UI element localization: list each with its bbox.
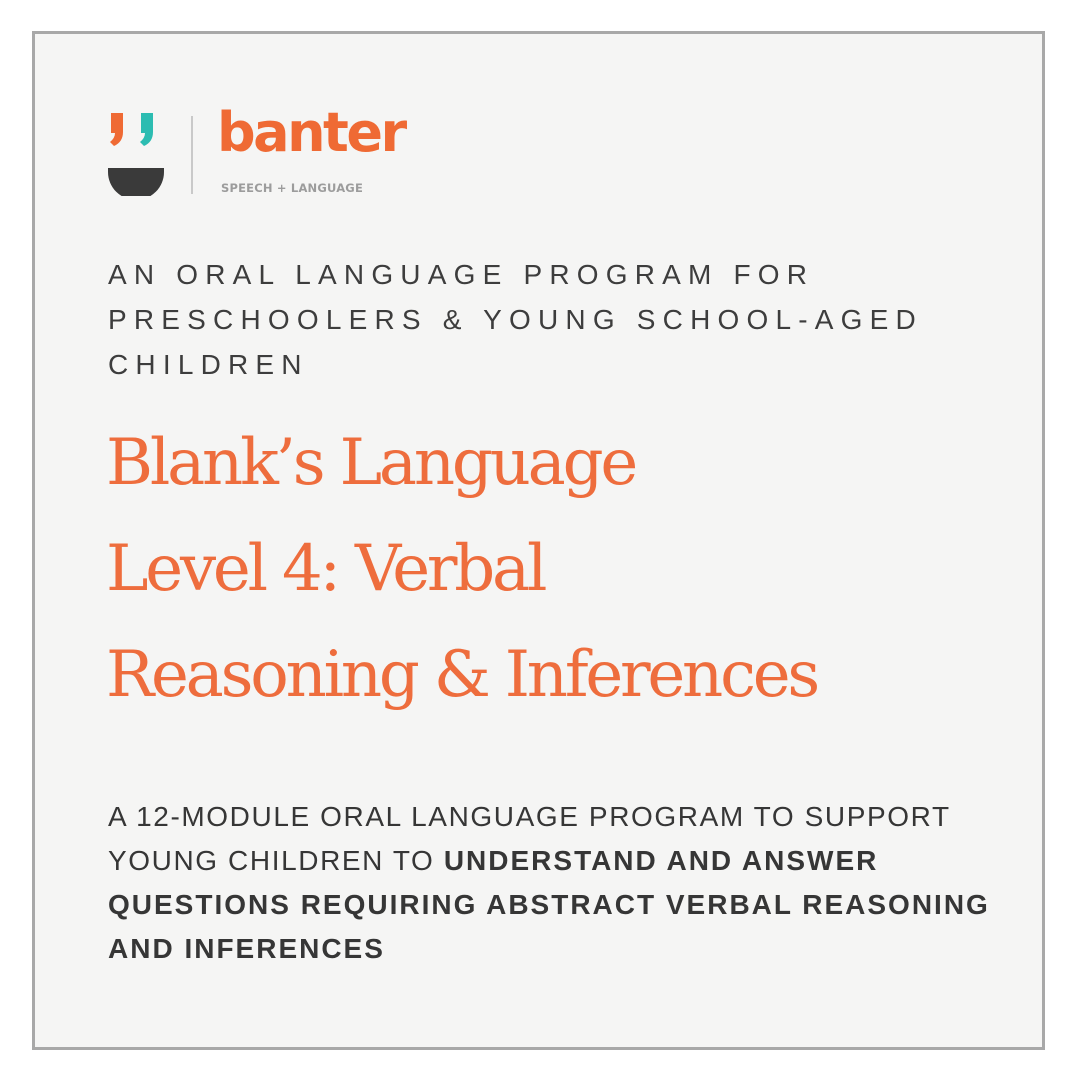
program-subtitle: AN ORAL LANGUAGE PROGRAM FOR PRESCHOOLERS & YOUNG SCHOOL-AGED CHILDREN [108,259,923,380]
description-intro: A 12-MODULE ORAL LANGUAGE PROGRAM TO SUPPORT YOUNG CHILDREN TO [108,801,951,876]
banter-logo [108,101,438,198]
title-line-1: Blank’s Language [106,426,636,500]
description-emphasis: UNDERSTAND AND ANSWER QUESTIONS REQUIRING ABSTRACT VERBAL REASONING AND INFERENCES [108,845,990,964]
quote-face-icon [108,112,164,196]
program-title [106,410,1046,728]
logo-divider [191,116,193,194]
brand-tagline: SPEECH + LANGUAGE [221,181,364,195]
brand-wordmark: banter [217,101,405,164]
title-line-2: Level 4: Verbal [106,532,545,606]
program-description [108,795,1008,971]
title-line-3: Reasoning & Inferences [106,638,818,712]
